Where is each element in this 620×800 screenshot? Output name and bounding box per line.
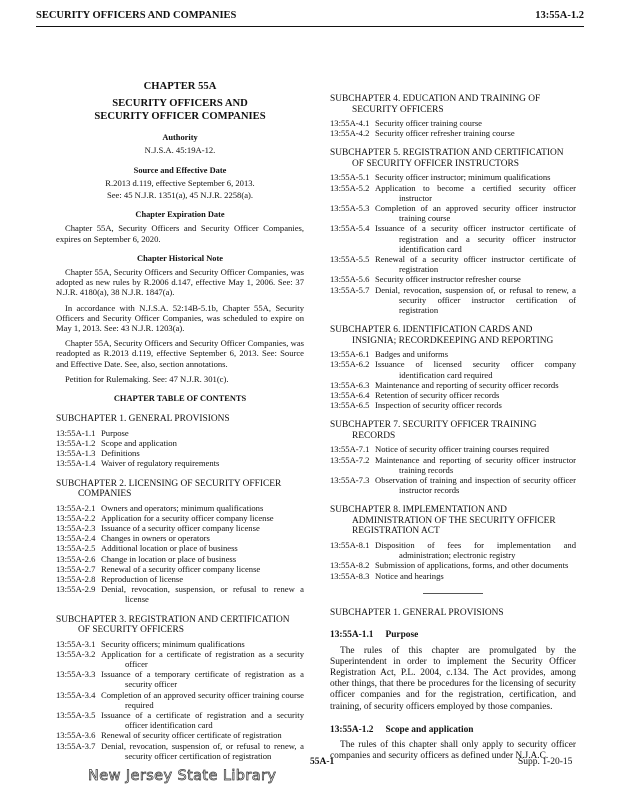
toc-entry-number: 13:55A-1.3 (56, 448, 96, 459)
toc-entry-title: Reproduction of license (101, 574, 184, 584)
expiration-label: Chapter Expiration Date (135, 210, 225, 220)
toc-subchapter-title-line-1: SUBCHAPTER 7. SECURITY OFFICER TRAINING (330, 420, 537, 431)
toc-entry[interactable] (330, 274, 576, 284)
historical-note: In accordance with N.J.S.A. 52:14B-5.1b, Chapter 55A, Security Officers and Security Officer Companies, was scheduled to expire on May 1, 2013. See: 43 N.J.R. 1203(a). (56, 302, 304, 334)
toc-entry-number: 13:55A-1.2 (56, 437, 96, 448)
toc-entry-title: Application for a security officer company license (101, 512, 274, 523)
toc-entry-number: 13:55A-3.4 (56, 689, 96, 700)
toc-entry-title: Notice and hearings (375, 570, 444, 581)
toc-right-list (330, 94, 576, 581)
toc-entry-title: Observation of training and inspection of security officer instructor records (375, 475, 576, 496)
toc-entry[interactable] (330, 118, 576, 128)
toc-subchapter-title-line-1: SUBCHAPTER 6. IDENTIFICATION CARDS AND (330, 325, 533, 336)
toc-entry-title: Maintenance and reporting of security officer instructor training records (375, 454, 576, 475)
toc-entry[interactable] (56, 564, 304, 574)
toc-entry[interactable] (330, 390, 576, 400)
toc-subchapter-title-line-1: SUBCHAPTER 2. LICENSING OF SECURITY OFFICER (56, 478, 282, 489)
toc-entry-title: Definitions (101, 448, 140, 459)
toc-entry-title: Disposition of fees for implementation and administration; electronic registry (375, 539, 576, 561)
toc-entry-number: 13:55A-2.1 (56, 502, 96, 513)
toc-entry-title: Renewal of security officer certificate of registration (101, 730, 282, 741)
toc-subchapter-title-line-2: SECURITY OFFICERS (352, 104, 444, 115)
toc-subchapter-title-line-2: RECORDS (352, 430, 396, 441)
toc-entry-title: Security officers; minimum qualifications (101, 638, 245, 649)
toc-entry[interactable] (56, 438, 304, 448)
toc-left-list (56, 414, 304, 761)
toc-subchapter-title-line-2: INSIGNIA; RECORDKEEPING AND REPORTING (352, 335, 554, 346)
toc-entry-number: 13:55A-2.4 (56, 533, 96, 544)
toc-entry[interactable] (330, 475, 576, 495)
expiration-text: Chapter 55A, Security Officers and Security Officer Companies, expires on September 6, 2020. (56, 223, 304, 244)
toc-entry[interactable] (56, 533, 304, 543)
toc-entry-title: Purpose (101, 427, 129, 438)
section-text: The rules of this chapter shall only apply to security officer companies and security officers as defined under N.J.A.C. (330, 739, 576, 762)
toc-subchapter-title-line-2: OF SECURITY OFFICER INSTRUCTORS (352, 158, 519, 169)
toc-entry-title: Denial, revocation, suspension, or refusal to renew a license (101, 584, 304, 605)
toc-entry-title: Issuance of a temporary certificate of registration as a security officer (101, 669, 304, 690)
toc-entry[interactable] (330, 128, 576, 138)
section-text: The rules of this chapter are promulgated by the Superintendent in order to implement the Security Officer Registration Act, P.L. 2004, c.134. The Act provides, among other things, that there be procedures for the licensing of security officer companies and for the registration, certification, and training, of security officers employed by those companies. (330, 645, 576, 712)
left-column (56, 80, 304, 761)
toc-subchapter-heading (330, 94, 576, 115)
historical-label: Chapter Historical Note (137, 253, 223, 263)
toc-entry-number: 13:55A-5.7 (330, 284, 370, 295)
section-title: Scope and application (385, 724, 474, 735)
toc-entry[interactable] (56, 649, 304, 669)
historical-note: Chapter 55A, Security Officers and Security Officer Companies, was adopted as new rules by R.2006 d.147, effective May 1, 2006. See: 37 N.J.R. 4180(a), 38 N.J.R. 1847(a). (56, 267, 304, 298)
toc-entry-title: Renewal of a security officer company license (101, 563, 261, 574)
toc-entry-number: 13:55A-8.3 (330, 570, 370, 581)
toc-entry-number: 13:55A-3.7 (56, 740, 96, 751)
toc-entry-number: 13:55A-1.1 (56, 427, 96, 438)
toc-entry-number: 13:55A-2.6 (56, 553, 96, 564)
toc-entry[interactable] (330, 444, 576, 454)
authority-label: Authority (162, 133, 198, 143)
toc-entry[interactable] (330, 571, 576, 581)
toc-entry-title: Retention of security officer records (375, 390, 500, 401)
toc-entry-title: Issuance of a security officer instructor certificate of registration and a security officer instructor identification card (375, 223, 576, 254)
toc-entry[interactable] (56, 741, 304, 761)
toc-entry[interactable] (56, 458, 304, 468)
toc-subchapter-heading (56, 414, 304, 425)
toc-entry[interactable] (330, 183, 576, 203)
toc-entry[interactable] (56, 428, 304, 438)
toc-entry[interactable] (56, 669, 304, 689)
toc-entry-number: 13:55A-2.3 (56, 522, 96, 533)
toc-entry-number: 13:55A-6.1 (330, 349, 370, 360)
chapter-title (56, 98, 304, 123)
toc-entry-title: Denial, revocation, suspension of, or refusal to renew, a security officer certification of registration (101, 740, 304, 761)
toc-entry[interactable] (330, 359, 576, 379)
section-title: Purpose (385, 630, 419, 641)
toc-entry[interactable] (330, 223, 576, 254)
chapter-number: CHAPTER 55A (143, 81, 217, 92)
toc-entry-title: Change in location or place of business (101, 553, 237, 564)
toc-entry-number: 13:55A-7.2 (330, 454, 370, 465)
toc-entry[interactable] (56, 503, 304, 513)
toc-entry-title: Scope and application (101, 437, 177, 448)
toc-entry-number: 13:55A-7.1 (330, 444, 370, 455)
toc-entry-title: Denial, revocation, suspension of, or refusal to renew, a security officer instructor certification of registration (375, 284, 576, 316)
toc-entry[interactable] (56, 730, 304, 740)
toc-entry[interactable] (330, 172, 576, 182)
toc-entry-number: 13:55A-5.4 (330, 223, 370, 234)
toc-entry[interactable] (330, 254, 576, 274)
running-head-title: SECURITY OFFICERS AND COMPANIES (36, 10, 237, 21)
toc-entry-number: 13:55A-2.2 (56, 512, 96, 523)
toc-entry[interactable] (56, 690, 304, 710)
toc-entry-title: Renewal of a security officer instructor certificate of registration (375, 254, 576, 275)
toc-subchapter-title-line-1: SUBCHAPTER 5. REGISTRATION AND CERTIFICATION (330, 148, 564, 159)
toc-entry-number: 13:55A-5.6 (330, 274, 370, 285)
toc-entry[interactable] (330, 380, 576, 390)
section-divider (423, 593, 483, 594)
toc-subchapter-title-line-1: SUBCHAPTER 3. REGISTRATION AND CERTIFICATION (56, 614, 290, 625)
toc-entry[interactable] (330, 285, 576, 316)
page-number: 55A-1 (310, 757, 335, 767)
toc-entry-title: Security officer instructor; minimum qualifications (375, 172, 551, 183)
toc-entry-number: 13:55A-8.2 (330, 560, 370, 571)
toc-entry-number: 13:55A-3.1 (56, 638, 96, 649)
toc-subchapter-title-line-1: SUBCHAPTER 1. GENERAL PROVISIONS (56, 414, 230, 425)
toc-entry-number: 13:55A-6.5 (330, 400, 370, 411)
toc-entry[interactable] (330, 455, 576, 475)
toc-entry[interactable] (330, 540, 576, 560)
toc-entry-number: 13:55A-5.3 (330, 203, 370, 214)
toc-entry-number: 13:55A-3.6 (56, 730, 96, 741)
toc-entry-title: Submission of applications, forms, and other documents (375, 560, 569, 571)
chapter-title-line-2: SECURITY OFFICER COMPANIES (94, 110, 266, 122)
toc-entry-title: Changes in owners or operators (101, 533, 210, 544)
running-head (36, 8, 584, 27)
toc-entry-number: 13:55A-6.3 (330, 379, 370, 390)
toc-entry-title: Badges and uniforms (375, 349, 449, 360)
toc-entry-number: 13:55A-5.1 (330, 172, 370, 183)
toc-entry-title: Issuance of licensed security officer company identification card required (375, 359, 576, 380)
toc-subchapter-heading (330, 420, 576, 441)
toc-entry-title: Security officer training course (375, 118, 482, 128)
authority-text: N.J.S.A. 45:19A-12. (144, 145, 216, 156)
toc-entry-number: 13:55A-2.9 (56, 584, 96, 595)
toc-entry-title: Completion of an approved security officer instructor training course (375, 203, 576, 224)
toc-entry-number: 13:55A-3.2 (56, 648, 96, 659)
section-number: 13:55A-1.2 (330, 724, 374, 735)
section-number: 13:55A-1.1 (330, 630, 374, 641)
toc-entry[interactable] (330, 560, 576, 570)
toc-subchapter-heading (330, 325, 576, 346)
toc-entry[interactable] (330, 400, 576, 410)
toc-entry[interactable] (330, 349, 576, 359)
toc-entry-number: 13:55A-3.3 (56, 669, 96, 680)
historical-note: Chapter 55A, Security Officers and Security Officer Companies, was readopted as R.2013 d.119, effective September 6, 2013. See: Source and Effective Date. See, also, section annotations. (56, 338, 304, 369)
toc-entry-title: Issuance of a certificate of registration and a security officer identification card (101, 710, 304, 731)
toc-entry[interactable] (330, 203, 576, 223)
toc-entry-number: 13:55A-8.1 (330, 539, 370, 550)
toc-entry-title: Additional location or place of business (101, 543, 238, 554)
toc-entry-number: 13:55A-6.2 (330, 359, 370, 370)
toc-entry-number: 13:55A-5.5 (330, 254, 370, 265)
section-heading (330, 725, 576, 735)
library-stamp: New Jersey State Library (88, 768, 277, 784)
historical-note: Petition for Rulemaking. See: 47 N.J.R. 301(c). (65, 373, 229, 384)
toc-subchapter-heading (330, 148, 576, 169)
toc-subchapter-title-line-1: SUBCHAPTER 4. EDUCATION AND TRAINING OF (330, 94, 541, 104)
toc-entry-number: 13:55A-4.2 (330, 128, 370, 139)
toc-entry-number: 13:55A-2.5 (56, 543, 96, 554)
toc-subchapter-title-line-2: COMPANIES (78, 489, 132, 500)
toc-entry-title: Completion of an approved security officer training course required (101, 689, 304, 710)
toc-subchapter-heading (56, 615, 304, 636)
toc-entry[interactable] (56, 584, 304, 604)
toc-title: CHAPTER TABLE OF CONTENTS (113, 394, 247, 404)
toc-entry[interactable] (56, 574, 304, 584)
toc-entry[interactable] (56, 448, 304, 458)
toc-entry-title: Application to become a certified security officer instructor (375, 182, 576, 203)
toc-entry-title: Maintenance and reporting of security officer records (375, 379, 559, 390)
toc-entry-number: 13:55A-5.2 (330, 182, 370, 193)
source-line-2: See: 45 N.J.R. 1351(a), 45 N.J.R. 2258(a). (106, 190, 254, 201)
toc-entry-number: 13:55A-4.1 (330, 118, 370, 128)
toc-entry-title: Application for a certificate of registration as a security officer (101, 648, 304, 670)
toc-entry[interactable] (56, 543, 304, 553)
toc-entry-title: Inspection of security officer records (375, 400, 502, 411)
toc-entry[interactable] (56, 554, 304, 564)
toc-subchapter-heading (330, 505, 576, 537)
toc-entry-title: Notice of security officer training courses required (375, 444, 550, 455)
toc-entry-title: Security officer instructor refresher course (375, 274, 521, 285)
chapter-title-line-1: SECURITY OFFICERS AND (112, 98, 248, 110)
running-head-section: 13:55A-1.2 (535, 10, 584, 21)
toc-entry-number: 13:55A-6.4 (330, 390, 370, 401)
source-label: Source and Effective Date (133, 165, 227, 175)
toc-subchapter-title-line-2: OF SECURITY OFFICERS (78, 625, 184, 636)
toc-entry-title: Owners and operators; minimum qualifications (101, 502, 264, 513)
toc-entry-number: 13:55A-3.5 (56, 710, 96, 721)
source-line-1: R.2013 d.119, effective September 6, 2013. (105, 177, 255, 188)
right-column (330, 84, 576, 762)
toc-entry[interactable] (56, 710, 304, 730)
toc-entry-number: 13:55A-2.8 (56, 574, 96, 584)
toc-entry-title: Issuance of a security officer company license (101, 522, 260, 533)
toc-entry-number: 13:55A-7.3 (330, 475, 370, 486)
toc-entry-number: 13:55A-1.4 (56, 458, 96, 469)
toc-subchapter-heading (56, 479, 304, 500)
toc-entry[interactable] (56, 639, 304, 649)
toc-entry-title: Security officer refresher training course (375, 128, 515, 139)
supplement-date: Supp. 1-20-15 (518, 757, 573, 767)
toc-subchapter-title-line-1: SUBCHAPTER 8. IMPLEMENTATION AND (330, 505, 507, 516)
toc-entry-title: Waiver of regulatory requirements (101, 458, 220, 469)
toc-entry-number: 13:55A-2.7 (56, 563, 96, 574)
body-subchapter-heading: SUBCHAPTER 1. GENERAL PROVISIONS (330, 607, 504, 618)
toc-subchapter-title-line-2: ADMINISTRATION OF THE SECURITY OFFICER REGISTRATION ACT (352, 515, 556, 537)
toc-entry[interactable] (56, 523, 304, 533)
toc-entry[interactable] (56, 513, 304, 523)
section-heading (330, 630, 576, 640)
